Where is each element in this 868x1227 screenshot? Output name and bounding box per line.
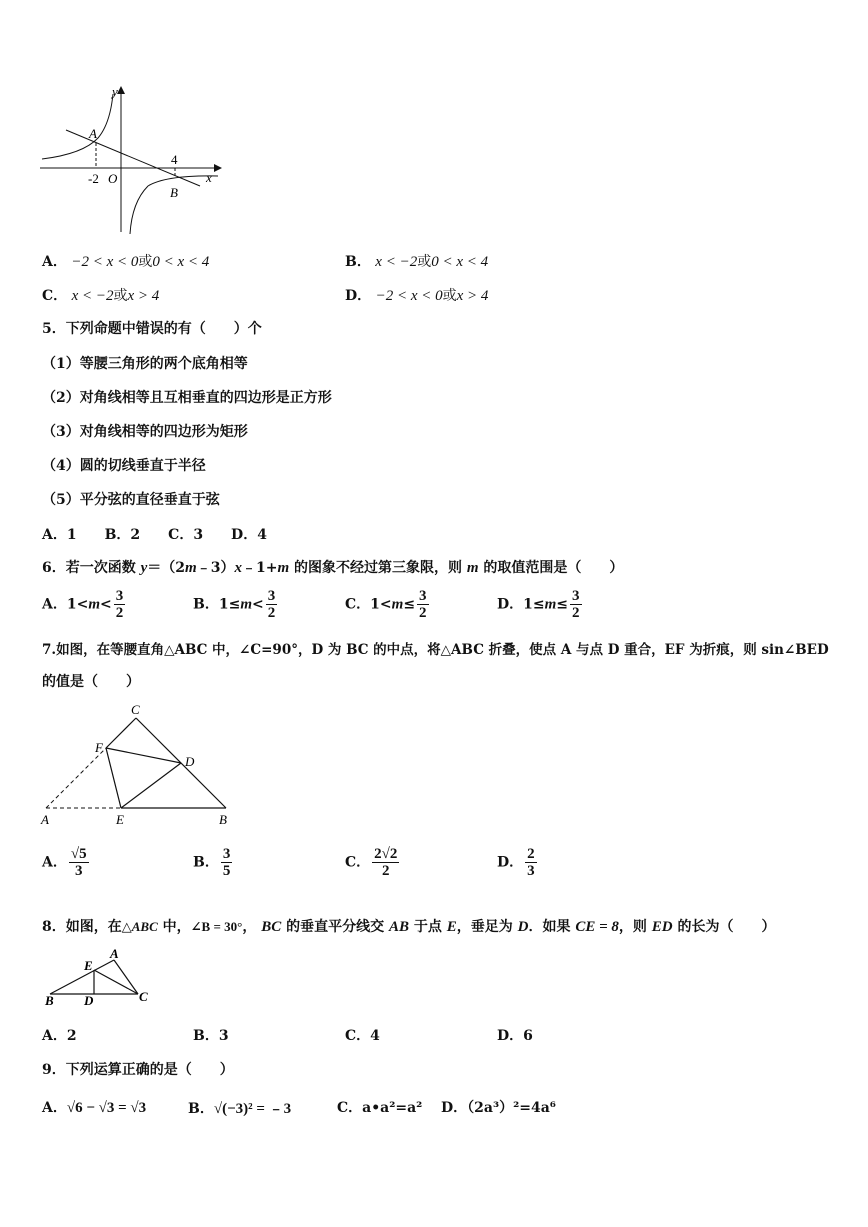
x-axis-arrow	[214, 164, 222, 172]
q4-option-a[interactable]	[42, 251, 209, 271]
q8-stem-part: ．如果	[528, 919, 576, 935]
numerator: 3	[267, 588, 276, 604]
numerator: 3	[572, 588, 580, 604]
option-expr: （2a³）²=4a⁶	[467, 1100, 556, 1116]
fraction	[570, 588, 582, 621]
q4-option-c[interactable]	[42, 285, 159, 305]
option-pre: 1≤	[523, 596, 545, 613]
q6-var-m: m	[185, 560, 197, 576]
option-expr: √6 − √3 = √3	[66, 1100, 147, 1116]
q7-option-a[interactable]	[42, 846, 91, 879]
numerator: 2√2	[374, 846, 398, 862]
q6-option-c[interactable]	[345, 588, 431, 621]
q4-function-graph	[38, 82, 228, 242]
q5-item-2: （2）对角线相等且互相垂直的四边形是正方形	[42, 390, 332, 406]
q7-option-c[interactable]	[345, 846, 401, 879]
option-or: 或	[138, 254, 153, 270]
linear-function-line	[66, 130, 200, 186]
q9-stem: 9．下列运算正确的是（ ）	[42, 1062, 234, 1078]
fraction	[221, 846, 233, 879]
option-label: A．	[42, 254, 67, 270]
label-E: E	[116, 812, 124, 827]
q7-triangle-figure	[38, 700, 238, 830]
q5-item-1: （1）等腰三角形的两个底角相等	[42, 356, 248, 372]
q8-stem-part: ，	[242, 919, 262, 935]
q8-stem-part: 8．如图，在	[42, 919, 122, 935]
option-rel: <	[252, 596, 264, 613]
option-math: x > 4	[127, 288, 160, 304]
q8-math: D	[517, 919, 529, 935]
denominator: 2	[419, 605, 427, 621]
q8-option-a[interactable]: A．2	[42, 1028, 77, 1044]
option-rel: ≤	[556, 596, 569, 613]
q8-math: △ABC	[121, 919, 158, 934]
denominator: 5	[222, 863, 231, 879]
option-var: m	[88, 596, 101, 613]
option-label: A．	[42, 854, 67, 871]
denominator: 2	[267, 605, 276, 621]
q6-var-y: y	[140, 560, 148, 576]
denominator: 2	[382, 863, 390, 879]
q6-var-m: m	[466, 560, 479, 576]
label-D: D	[185, 754, 195, 769]
option-pre: 1≤	[218, 596, 241, 613]
fraction	[525, 846, 537, 879]
q8-option-b[interactable]: B．3	[193, 1028, 229, 1044]
option-label: B．	[193, 854, 219, 871]
q8-math: ED	[651, 919, 673, 935]
segment-BA	[50, 960, 114, 994]
q6-stem-part: 6．若一次函数	[42, 560, 141, 576]
q7-option-d[interactable]	[497, 846, 539, 879]
option-label: B．	[188, 1101, 214, 1117]
q7-stem-line2: 的值是（ ）	[42, 674, 140, 690]
segment-EC	[94, 970, 138, 994]
option-var: m	[391, 596, 404, 613]
segment-AC	[114, 960, 138, 994]
label-C: C	[131, 702, 140, 717]
option-label: D．	[497, 854, 524, 871]
segment-FE	[106, 748, 121, 808]
segment-FD	[106, 748, 181, 763]
option-or: 或	[113, 288, 128, 304]
q9-option-d[interactable]	[441, 1097, 556, 1117]
q9-option-a[interactable]	[42, 1097, 146, 1117]
q5-item-4: （4）圆的切线垂直于半径	[42, 458, 206, 474]
denominator: 3	[527, 863, 535, 879]
option-math: x < −2	[71, 288, 114, 304]
option-math: x > 4	[456, 288, 489, 304]
option-var: m	[240, 596, 252, 613]
option-label: C．	[345, 854, 371, 871]
option-math: 0 < x < 4	[152, 254, 210, 270]
q6-option-d[interactable]	[497, 588, 584, 621]
q8-stem-part: 中，	[157, 919, 191, 935]
q5-stem: 5．下列命题中错误的有（ ）个	[42, 321, 262, 337]
option-label: C．	[345, 596, 371, 613]
q6-stem-part: ﹣1+	[241, 560, 278, 576]
option-expr: a•a²=a²	[362, 1100, 423, 1116]
q9-option-b[interactable]	[188, 1097, 291, 1118]
segment-FC	[106, 718, 136, 748]
option-or: 或	[417, 254, 432, 270]
numerator: √5	[70, 846, 87, 862]
label-D: D	[84, 993, 94, 1008]
option-label: B．	[193, 596, 219, 613]
q8-math: E	[446, 919, 457, 935]
option-label: D．	[497, 596, 524, 613]
q6-option-b[interactable]	[193, 588, 279, 621]
option-label: B．	[345, 254, 371, 270]
q8-triangle-figure	[42, 948, 162, 1010]
option-pre: 1<	[370, 596, 392, 613]
numerator: 3	[222, 846, 231, 862]
q5-item-5: （5）平分弦的直径垂直于弦	[42, 492, 220, 508]
segment-ED	[121, 763, 181, 808]
q8-option-c[interactable]: C．4	[345, 1028, 380, 1044]
label-neg2: -2	[88, 171, 99, 186]
q4-option-d[interactable]	[345, 285, 488, 305]
fraction	[114, 588, 126, 621]
q6-stem-part: ﹣3）	[196, 560, 235, 576]
q8-stem-part: ，垂足为	[456, 919, 518, 935]
fraction	[266, 588, 278, 621]
option-label: C．	[42, 288, 68, 304]
option-math: −2 < x < 0	[71, 254, 139, 270]
option-math: 0 < x < 4	[431, 254, 489, 270]
q8-stem-part: 的长为（ ）	[672, 919, 776, 935]
q7-stem-line1: 7.如图，在等腰直角△ABC 中，∠C=90°，D 为 BC 的中点，将△ABC 折叠，使点 A 与点 D 重合，EF 为折痕，则 sin∠BED	[42, 642, 829, 658]
q8-stem-part: 的垂直平分线交	[281, 919, 389, 935]
option-pre: 1<	[66, 596, 89, 613]
label-B: B	[45, 993, 54, 1008]
q6-stem-part: 的取值范围是（ ）	[478, 560, 624, 576]
numerator: 2	[527, 846, 535, 862]
numerator: 3	[419, 588, 427, 604]
option-rel: <	[100, 596, 112, 613]
q8-stem	[42, 916, 775, 936]
q7-option-b[interactable]	[193, 846, 234, 879]
q6-var-x: x	[234, 560, 242, 576]
dashed-AF	[46, 748, 106, 808]
q5-options[interactable]: A．1 B．2 C．3 D．4	[42, 527, 267, 543]
label-C: C	[139, 989, 148, 1004]
q8-option-d[interactable]: D．6	[497, 1028, 533, 1044]
q8-stem-part: 于点	[408, 919, 447, 935]
option-label: C．	[337, 1100, 363, 1116]
label-F: F	[95, 740, 103, 755]
denominator: 2	[115, 605, 124, 621]
q8-math: ∠B = 30°	[190, 919, 243, 934]
q6-var-m: m	[277, 560, 290, 576]
q9-option-c[interactable]	[337, 1097, 422, 1117]
fraction	[69, 846, 89, 879]
option-or: 或	[442, 288, 457, 304]
q5-item-3: （3）对角线相等的四边形为矩形	[42, 424, 248, 440]
option-label: A．	[42, 596, 67, 613]
label-A: A	[89, 126, 97, 141]
label-A: A	[41, 812, 49, 827]
q6-stem-part: 的图象不经过第三象限，则	[289, 560, 467, 576]
option-var: m	[544, 596, 557, 613]
q8-math: AB	[388, 919, 409, 935]
y-axis-arrow	[117, 86, 125, 94]
q8-math: CE = 8	[575, 919, 619, 935]
option-label: D．	[345, 288, 372, 304]
option-rel: ≤	[403, 596, 416, 613]
label-E: E	[84, 958, 93, 973]
label-x: x	[206, 170, 212, 185]
option-label: A．	[42, 1100, 67, 1116]
denominator: 2	[572, 605, 580, 621]
q4-option-b[interactable]	[345, 251, 488, 271]
option-math: x < −2	[375, 254, 418, 270]
label-B: B	[170, 185, 178, 200]
label-A: A	[110, 946, 119, 961]
q6-option-a[interactable]	[42, 588, 127, 621]
q6-stem	[42, 557, 623, 577]
option-expr: √(−3)² = ﹣3	[213, 1101, 292, 1117]
option-math: −2 < x < 0	[375, 288, 443, 304]
fraction	[417, 588, 429, 621]
label-4: 4	[171, 152, 178, 167]
denominator: 3	[74, 863, 83, 879]
q8-math: BC	[261, 919, 282, 935]
label-y: y	[112, 84, 118, 99]
q8-stem-part: ，则	[618, 919, 652, 935]
fraction	[372, 846, 399, 879]
q6-stem-part: ＝（2	[147, 560, 186, 576]
label-O: O	[108, 171, 118, 186]
option-label: D．	[441, 1100, 468, 1116]
hyperbola-left-branch	[42, 94, 113, 159]
numerator: 3	[115, 588, 124, 604]
label-B: B	[219, 812, 227, 827]
